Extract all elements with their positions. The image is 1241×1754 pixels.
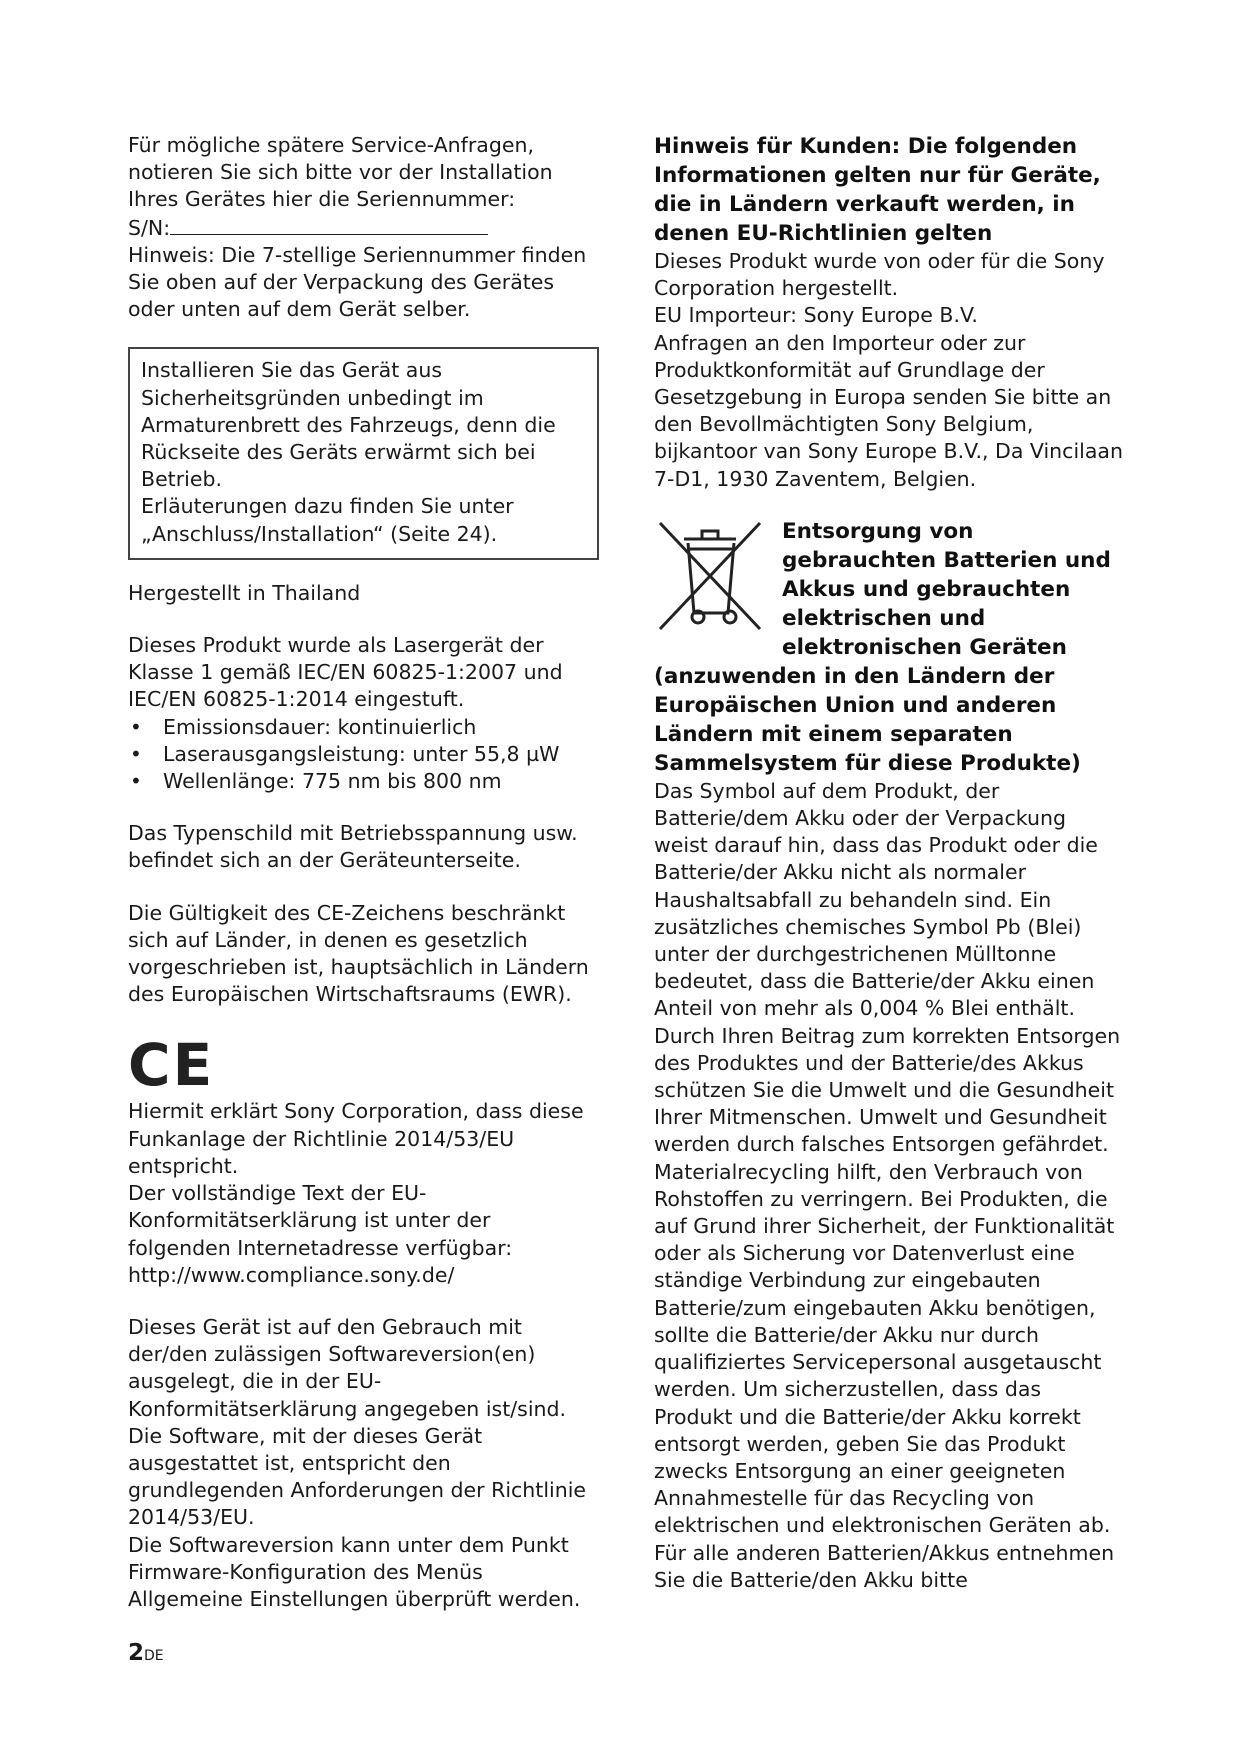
serial-write-line	[170, 214, 488, 235]
eu-importer-text: EU Importeur: Sony Europe B.V.	[654, 303, 978, 328]
list-item: • Emissionsdauer: kontinuierlich	[130, 714, 477, 739]
language-suffix: DE	[144, 1648, 164, 1664]
crossed-out-bin-icon	[654, 517, 766, 637]
eu-customer-heading: Hinweis für Kunden: Die folgenden Informationen gelten nur für Geräte, die in Ländern verkauft werden, in denen EU-Richtlinien gelten	[654, 134, 1101, 246]
installation-warning-text: Installieren Sie das Gerät aus Sicherheitsgründen unbedingt im Armaturenbrett des Fahrzeugs, denn die Rückseite des Geräts erwärmt sich bei Betrieb.	[141, 358, 556, 492]
software-check-note: Die Softwareversion kann unter dem Punkt Firmware-Konfiguration des Menüs Allgemeine Einstellungen überprüft werden.	[128, 1532, 581, 1611]
page-number: 2DE	[128, 1640, 164, 1666]
nameplate-note: Das Typenschild mit Betriebsspannung usw. befindet sich an der Geräteunterseite.	[128, 821, 578, 873]
made-in: Hergestellt in Thailand	[128, 580, 361, 605]
list-item: • Laserausgangsleistung: unter 55,8 µW	[130, 741, 560, 766]
left-column	[128, 132, 598, 1613]
laser-spec-list	[128, 714, 598, 796]
ce-validity-note: Die Gültigkeit des CE-Zeichens beschränkt sich auf Länder, in denen es gesetzlich vorgeschrieben ist, hauptsächlich in Ländern des Europäischen Wirtschaftsraums (EWR).	[128, 900, 589, 1007]
serial-number-line	[128, 214, 598, 242]
disposal-text: Das Symbol auf dem Produkt, der Batterie/dem Akku oder der Verpackung weist darauf hin, dass das Produkt oder die Batterie/der Akku nicht als normaler Haushaltsabfall zu behandeln sind. Ein zusätzliches chemisches Symbol Pb (Blei) unter der durchgestrichenen Mülltonne bedeutet, dass die Batterie/der Akku einen Anteil von mehr als 0,004 % Blei enthält. Durch Ihren Beitrag zum korrekten Entsorgen des Produktes und der Batterie/des Akkus schützen Sie die Umwelt und die Gesundheit Ihrer Mitmenschen. Umwelt und Gesundheit werden durch falsches Entsorgen gefährdet. Materialrecycling hilft, den Verbrauch von Rohstoffen zu verringern. Bei Produkten, die auf Grund ihrer Sicherheit, der Funktionalität oder als Sicherung vor Datenverlust eine ständige Verbindung zur eingebauten Batterie/zum eingebauten Akku benötigen, sollte die Batterie/der Akku nur durch qualifiziertes Servicepersonal ausgetauscht werden. Um sicherzustellen, dass das Produkt und die Batterie/der Akku korrekt entsorgt werden, geben Sie das Produkt zwecks Entsorgung an einer geeigneten Annahmestelle für das Recycling von elektrischen und elektronischen Geräten ab. Für alle anderen Batterien/Akkus entnehmen Sie die Batterie/den Akku bitte	[654, 778, 1121, 1592]
installation-reference-text: Erläuterungen dazu finden Sie unter „Anschluss/Installation“ (Seite 24).	[141, 494, 514, 546]
serial-label: S/N:	[128, 215, 171, 240]
list-item: • Wellenlänge: 775 nm bis 800 nm	[130, 769, 502, 794]
service-intro: Für mögliche spätere Service-Anfragen, notieren Sie sich bitte vor der Installation Ihres Gerätes hier die Seriennummer:	[128, 133, 553, 212]
installation-warning-box	[128, 347, 599, 559]
conformity-declaration: Hiermit erklärt Sony Corporation, dass diese Funkanlage der Richtlinie 2014/53/EU entspricht.	[128, 1099, 584, 1178]
right-column	[654, 132, 1124, 1594]
disposal-heading: Entsorgung von gebrauchten Batterien und Akkus und gebrauchten elektrischen und elektronischen Geräten	[782, 518, 1111, 660]
laser-intro: Dieses Produkt wurde als Lasergerät der Klasse 1 gemäß IEC/EN 60825-1:2007 und IEC/EN 60825-1:2014 eingestuft.	[128, 633, 563, 712]
serial-hint: Hinweis: Die 7-stellige Seriennummer finden Sie oben auf der Verpackung des Gerätes oder unten auf dem Gerät selber.	[128, 242, 587, 322]
conformity-full-text-note: Der vollständige Text der EU-Konformitätserklärung ist unter der folgenden Internetadresse verfügbar:	[128, 1181, 513, 1260]
eu-contact-text: Anfragen an den Importeur oder zur Produktkonformität auf Grundlage der Gesetzgebung in Europa senden Sie bitte an den Bevollmächtigten Sony Belgium, bijkantoor van Sony Europe B.V., Da Vincilaan 7-D1, 1930 Zaventem, Belgien.	[654, 330, 1123, 491]
ce-mark-icon: CE	[128, 1031, 215, 1100]
software-requirements-note: Die Software, mit der dieses Gerät ausgestattet ist, entspricht den grundlegenden Anforderungen der Richtlinie 2014/53/EU.	[128, 1423, 587, 1530]
eu-manufacturer-text: Dieses Produkt wurde von oder für die Sony Corporation hergestellt.	[654, 249, 1105, 301]
software-version-note: Dieses Gerät ist auf den Gebrauch mit der/den zulässigen Softwareversion(en) ausgelegt, die in der EU-Konformitätserklärung angegeben ist/sind.	[128, 1314, 567, 1421]
disposal-header	[654, 517, 1124, 662]
disposal-heading-scope: (anzuwenden in den Ländern der Europäischen Union und anderen Ländern mit einem separaten Sammelsystem für diese Produkte)	[654, 663, 1081, 776]
compliance-url: http://www.compliance.sony.de/	[128, 1262, 455, 1287]
